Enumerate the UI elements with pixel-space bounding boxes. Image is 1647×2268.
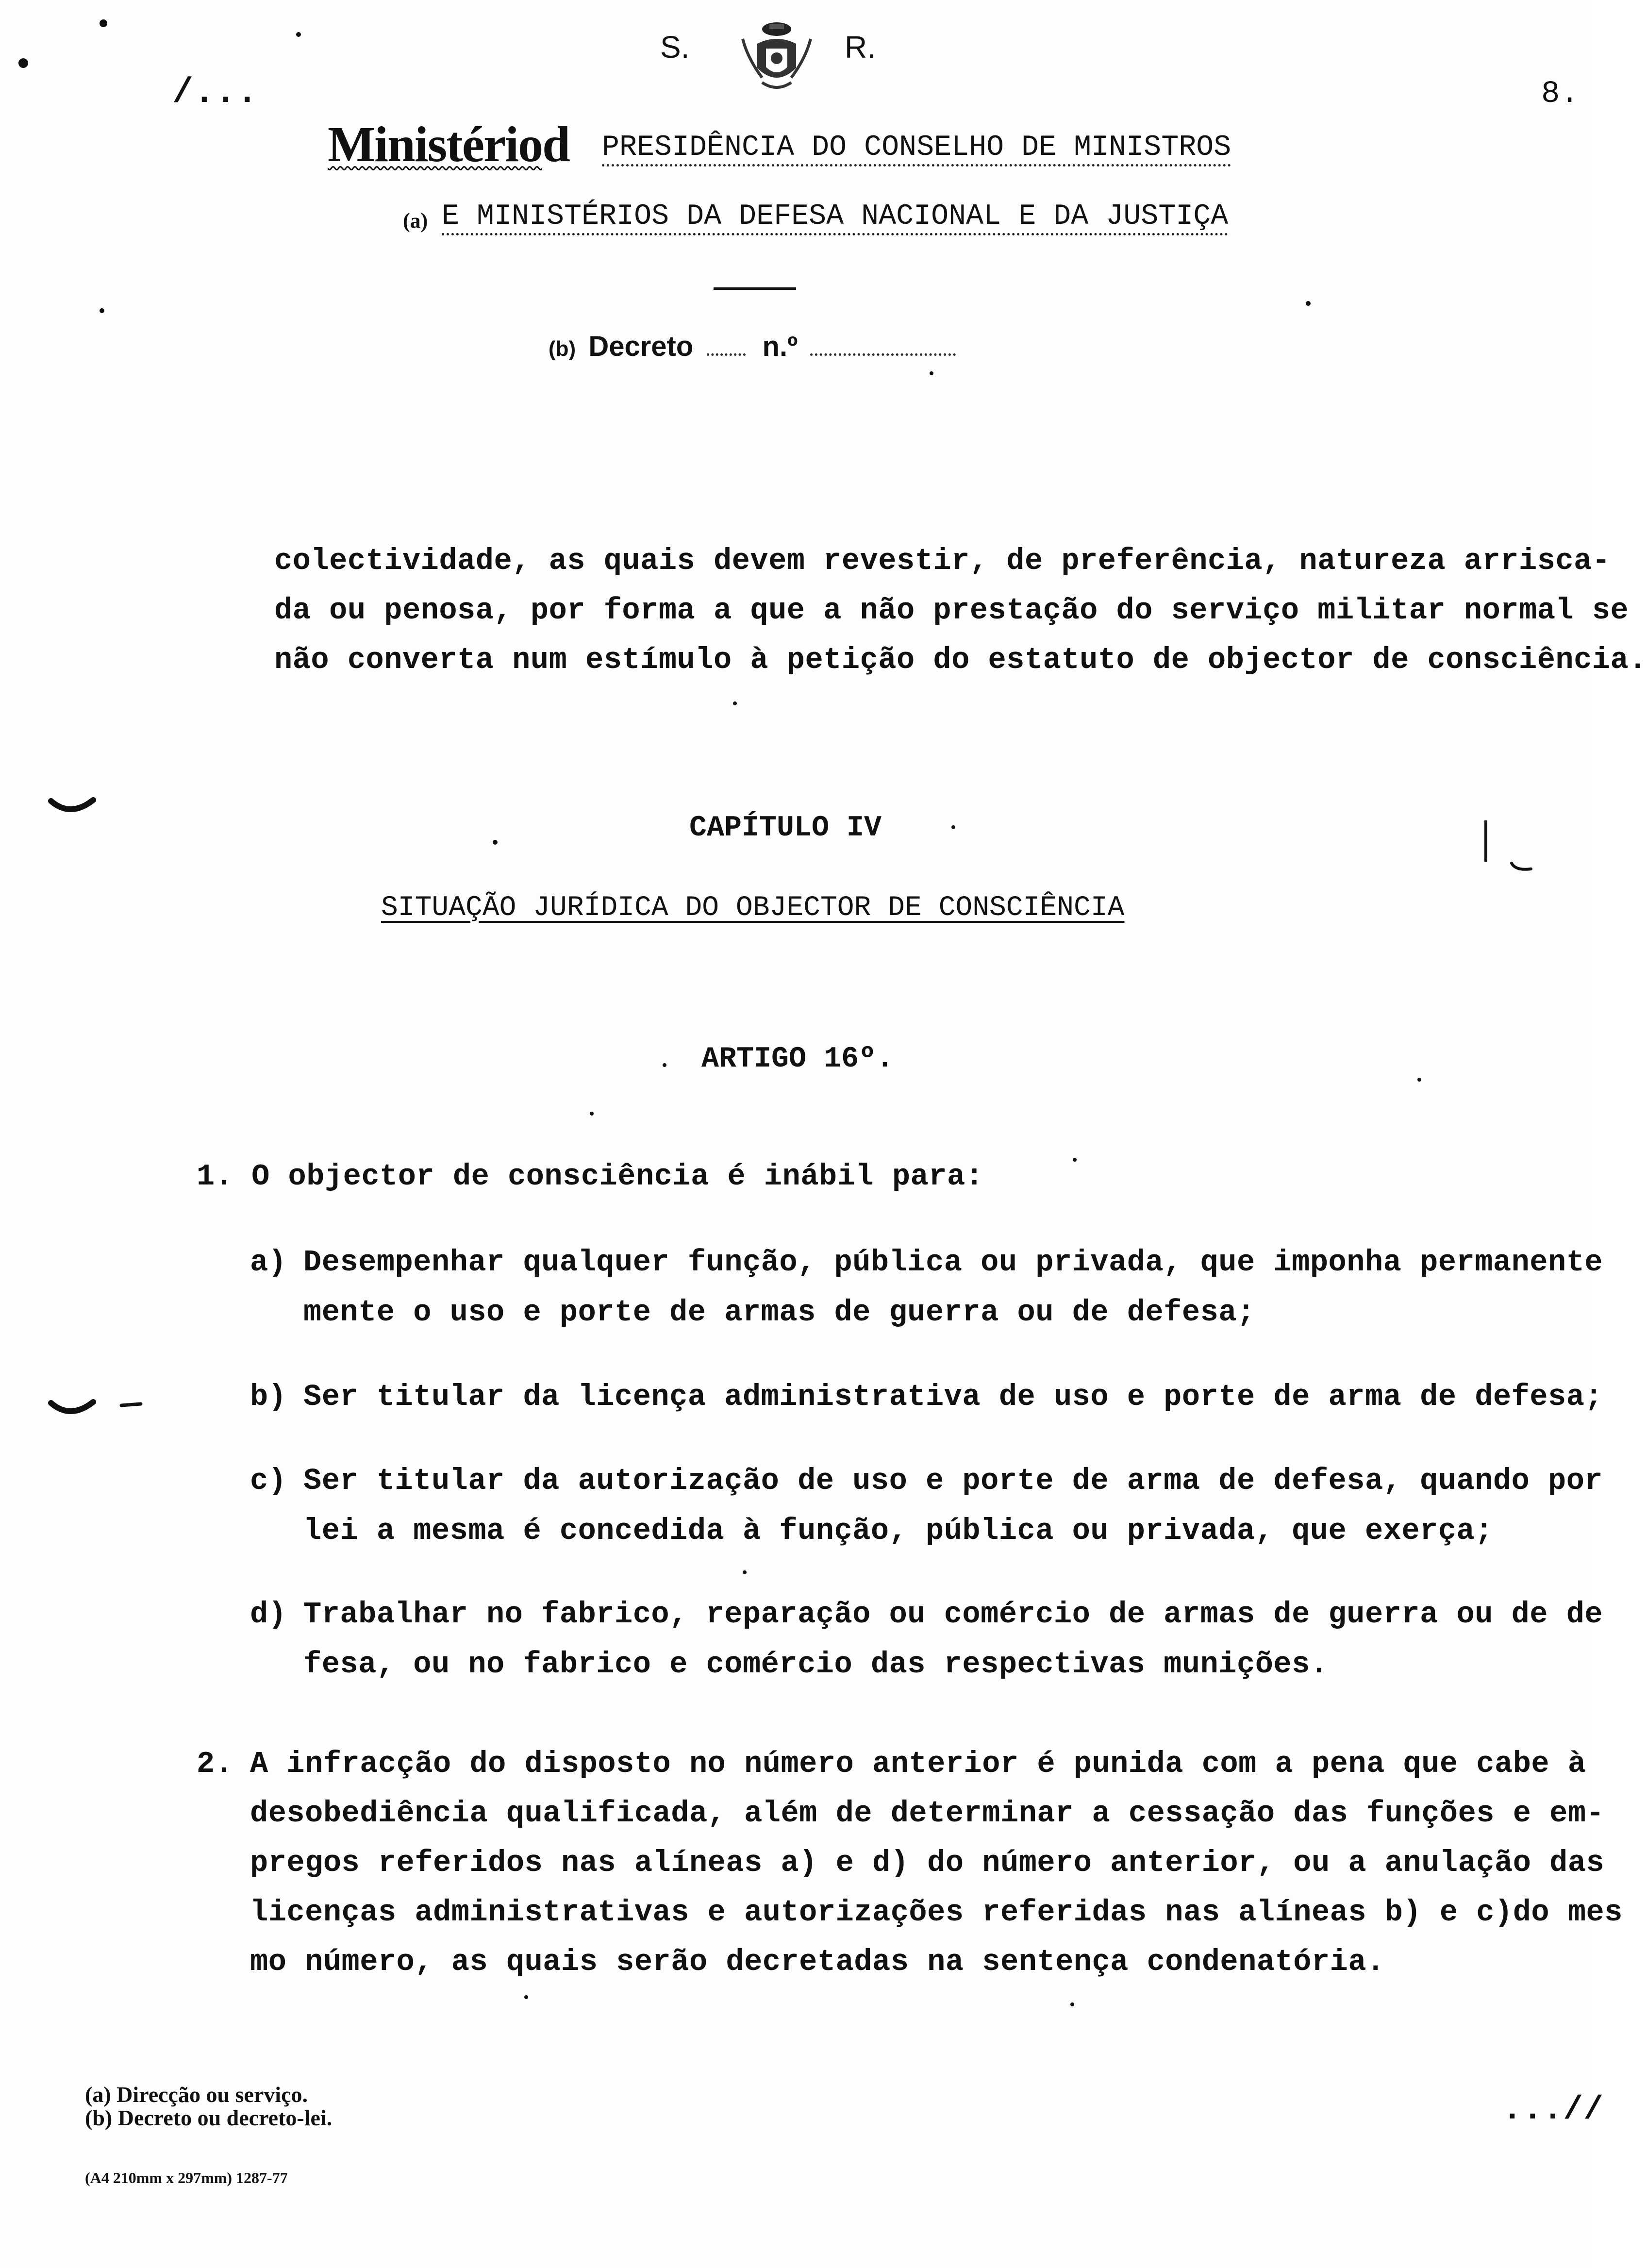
scan-dot (1417, 1078, 1421, 1082)
ministries-line: E MINISTÉRIOS DA DEFESA NACIONAL E DA JUSTIÇA (442, 200, 1228, 235)
item-a-label: a) (250, 1245, 287, 1280)
footnote-a: (a) Direcção ou serviço. (85, 2082, 308, 2107)
continuation-mark: ...// (1502, 2091, 1604, 2129)
ministerio-heading (328, 116, 569, 173)
seal-letter-s: S. (660, 30, 690, 65)
item-c-line-1: Ser titular da autorização de uso e porte de arma de defesa, quando por (303, 1464, 1603, 1498)
header-divider (714, 287, 796, 290)
scan-dot (590, 1112, 594, 1116)
decreto-blank (707, 353, 746, 356)
footnote-b: (b) Decreto ou decreto-lei. (85, 2105, 333, 2130)
scan-dot (930, 371, 933, 375)
item-d-line-1: Trabalhar no fabrico, reparação ou comércio de armas de guerra ou de de (303, 1597, 1603, 1632)
item-2-line-3: pregos referidos nas alíneas a) e d) do número anterior, ou a anulação das (250, 1846, 1605, 1880)
item-d-label: d) (250, 1597, 287, 1632)
item-b-line-1: Ser titular da licença administrativa de uso e porte de arma de defesa; (303, 1380, 1603, 1414)
item-2-label: 2. (197, 1747, 233, 1781)
margin-mark (1484, 820, 1487, 862)
decreto-number-label: n.º (762, 331, 798, 362)
scan-dot (1306, 301, 1311, 306)
ministerio-word: Ministério (328, 117, 543, 172)
decreto-number-blank (810, 353, 956, 356)
item-2-line-2: desobediência qualificada, além de determinar a cessação das funções e em- (250, 1796, 1605, 1831)
chapter-heading: CAPÍTULO IV (689, 812, 882, 845)
scan-dot (524, 1995, 528, 1999)
ministerio-suffix: d (542, 117, 569, 172)
form-code: (A4 210mm x 297mm) 1287-77 (85, 2169, 288, 2186)
chapter-title: SITUAÇÃO JURÍDICA DO OBJECTOR DE CONSCIÊNCIA (381, 892, 1125, 924)
intro-line-1: colectividade, as quais devem revestir, de preferência, natureza arrisca- (274, 544, 1611, 578)
scan-dot (663, 1063, 666, 1067)
scan-dot (733, 701, 737, 705)
item-2-line-5: mo número, as quais serão decretadas na sentença condenatória. (250, 1945, 1385, 1979)
item-a-line-2: mente o uso e porte de armas de guerra ou de defesa; (303, 1295, 1255, 1330)
scan-dot (296, 32, 301, 37)
department-line: PRESIDÊNCIA DO CONSELHO DE MINISTROS (602, 131, 1231, 167)
punch-hole-mark (49, 1398, 146, 1422)
item-d-line-2: fesa, ou no fabrico e comércio das respectivas munições. (303, 1647, 1329, 1682)
item-1-intro: 1. O objector de consciência é inábil para: (197, 1159, 984, 1194)
punch-hole-mark (49, 796, 97, 820)
coat-of-arms-icon (728, 10, 825, 97)
intro-line-3: não converta num estímulo à petição do estatuto de objector de consciência. (274, 643, 1647, 677)
scan-dot (743, 1570, 747, 1574)
item-2-line-4: licenças administrativas e autorizações referidas nas alíneas b) e c)do mes (250, 1895, 1623, 1930)
scan-dot (1070, 2002, 1074, 2006)
item-b-label: b) (250, 1380, 287, 1414)
top-left-mark: /... (172, 73, 258, 113)
item-a-line-1: Desempenhar qualquer função, pública ou privada, que imponha permanente (303, 1245, 1603, 1280)
decreto-label: Decreto (588, 331, 694, 362)
footnote-marker-b: (b) (549, 337, 576, 361)
article-heading: ARTIGO 16º. (701, 1043, 894, 1076)
seal-letter-r: R. (845, 30, 876, 65)
item-2-line-1: A infracção do disposto no número anterior é punida com a pena que cabe à (250, 1747, 1586, 1781)
footnote-marker-a: (a) (403, 209, 428, 233)
item-c-line-2: lei a mesma é concedida à função, pública ou privada, que exerça; (303, 1514, 1493, 1548)
item-c-label: c) (250, 1464, 287, 1498)
scan-dot (18, 58, 28, 68)
scan-dot (1073, 1158, 1077, 1162)
scan-dot (100, 19, 107, 27)
page-number: 8. (1541, 77, 1580, 112)
scan-dot (951, 825, 955, 829)
scan-dot (100, 308, 104, 313)
margin-mark (1510, 859, 1534, 874)
decreto-line (549, 330, 956, 363)
intro-line-2: da ou penosa, por forma a que a não prestação do serviço militar normal se (274, 593, 1629, 628)
scan-dot (493, 840, 498, 845)
